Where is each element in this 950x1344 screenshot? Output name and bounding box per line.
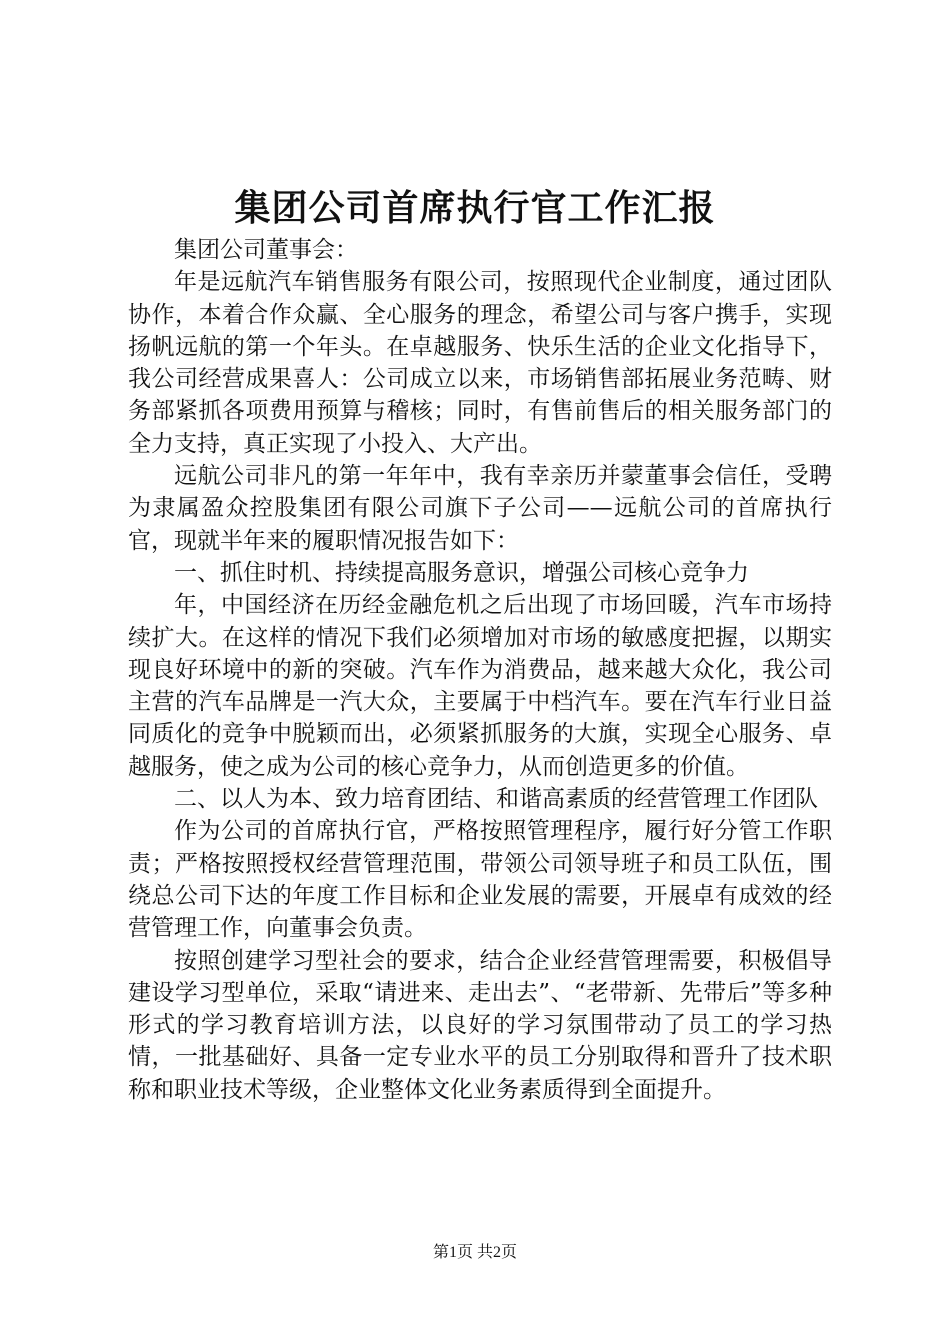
paragraph-learning: 按照创建学习型社会的要求，结合企业经营管理需要，积极倡导建设学习型单位，采取“请进来、走出去”、“老带新、先带后”等多种形式的学习教育培训方法，以良好的学习氛围带动了员工的学习热情，一批基础好、具备一定专业水平的员工分别取得和晋升了技术职称和职业技术等级，企业整体文化业务素质得到全面提升。 bbox=[128, 947, 832, 1103]
document-body bbox=[128, 234, 832, 1106]
document-title: 集团公司首席执行官工作汇报 bbox=[234, 187, 716, 229]
paragraph-market: 年，中国经济在历经金融危机之后出现了市场回暖，汽车市场持续扩大。在这样的情况下我们必须增加对市场的敏感度把握，以期实现良好环境中的新的突破。汽车作为消费品，越来越大众化，我公司主营的汽车品牌是一汽大众，主要属于中档汽车。要在汽车行业日益同质化的竞争中脱颖而出，必须紧抓服务的大旗，实现全心服务、卓越服务，使之成为公司的核心竞争力，从而创造更多的价值。 bbox=[128, 592, 832, 780]
paragraph-appointment: 远航公司非凡的第一年年中，我有幸亲历并蒙董事会信任，受聘为隶属盈众控股集团有限公司旗下子公司——远航公司的首席执行官，现就半年来的履职情况报告如下： bbox=[128, 463, 832, 554]
section-heading-1: 一、抓住时机、持续提高服务意识，增强公司核心竞争力 bbox=[174, 559, 749, 586]
page-number-footer: 第1页 共2页 bbox=[432, 1244, 517, 1261]
section-heading-2: 二、以人为本、致力培育团结、和谐高素质的经营管理工作团队 bbox=[174, 786, 818, 813]
paragraph-duties: 作为公司的首席执行官，严格按照管理程序，履行好分管工作职责；严格按照授权经营管理范围，带领公司领导班子和员工队伍，围绕总公司下达的年度工作目标和企业发展的需要，开展卓有成效的经营管理工作，向董事会负责。 bbox=[128, 818, 832, 942]
salutation: 集团公司董事会： bbox=[174, 237, 358, 263]
paragraph-intro: 年是远航汽车销售服务有限公司，按照现代企业制度，通过团队协作，本着合作众赢、全心服务的理念，希望公司与客户携手，实现扬帆远航的第一个年头。在卓越服务、快乐生活的企业文化指导下，我公司经营成果喜人：公司成立以来，市场销售部拓展业务范畴、财务部紧抓各项费用预算与稽核；同时，有售前售后的相关服务部门的全力支持，真正实现了小投入、大产出。 bbox=[128, 269, 832, 457]
